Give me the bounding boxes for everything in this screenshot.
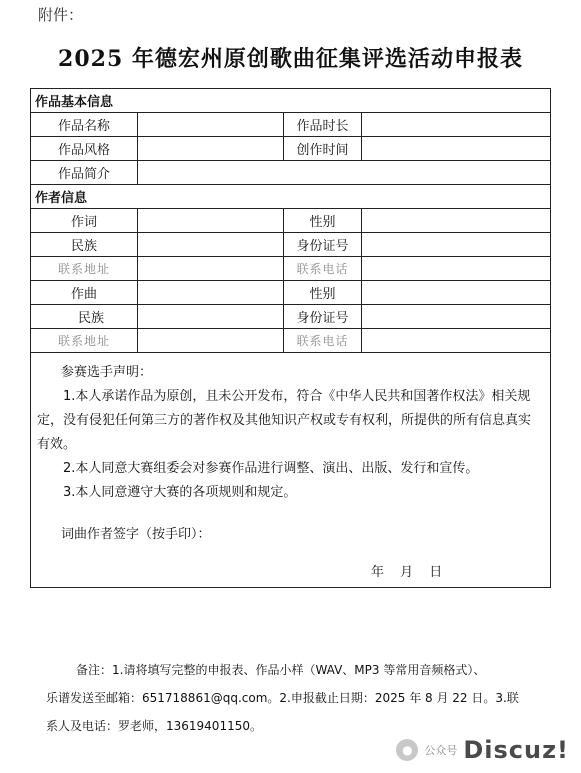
declaration-block (31, 353, 550, 587)
label-composer-address: 联系地址 (31, 329, 138, 353)
field-composer-address[interactable] (138, 329, 284, 353)
label-creation-time: 创作时间 (284, 137, 362, 161)
label-composer: 作曲 (31, 281, 138, 305)
field-work-name[interactable] (138, 113, 284, 137)
field-lyricist-id[interactable] (362, 233, 551, 257)
watermark-brand: Discuz! (463, 736, 569, 764)
label-work-duration: 作品时长 (284, 113, 362, 137)
notes-line: 系人及电话：罗老师，13619401150。 (46, 719, 262, 733)
label-lyricist-ethnicity: 民族 (31, 233, 138, 257)
wechat-icon: ● (396, 739, 418, 761)
field-work-style[interactable] (138, 137, 284, 161)
field-lyricist-phone[interactable] (362, 257, 551, 281)
field-lyricist-ethnicity[interactable] (138, 233, 284, 257)
notes-line: 乐谱发送至邮箱：651718861@qq.com。2.申报截止日期：2025 年 8 月 22 日。3.联 (46, 691, 519, 705)
date-label: 年 月 日 (371, 565, 443, 580)
label-composer-phone: 联系电话 (284, 329, 362, 353)
signature-label: 词曲作者签字（按手印）： (61, 527, 211, 542)
label-lyricist-gender: 性别 (284, 209, 362, 233)
label-composer-gender: 性别 (284, 281, 362, 305)
page-title: 2025 年德宏州原创歌曲征集评选活动申报表 (58, 46, 523, 72)
field-creation-time[interactable] (362, 137, 551, 161)
field-work-intro[interactable] (138, 161, 551, 185)
declaration-body (37, 385, 542, 505)
field-work-duration[interactable] (362, 113, 551, 137)
watermark-small-text: 公众号 (424, 744, 458, 757)
label-work-name: 作品名称 (31, 113, 138, 137)
label-work-style: 作品风格 (31, 137, 138, 161)
declaration-item: 3.本人同意遵守大赛的各项规则和规定。 (63, 485, 297, 500)
notes-block (46, 656, 546, 740)
field-composer-id[interactable] (362, 305, 551, 329)
field-lyricist-gender[interactable] (362, 209, 551, 233)
field-lyricist-address[interactable] (138, 257, 284, 281)
watermark (396, 732, 569, 768)
declaration-title: 参赛选手声明： (61, 365, 153, 380)
section-work-info: 作品基本信息 (31, 89, 551, 113)
application-form-table (30, 88, 551, 588)
declaration-cell (31, 353, 551, 588)
attachment-label: 附件： (38, 6, 84, 24)
label-lyricist-id: 身份证号 (284, 233, 362, 257)
declaration-item: 1.本人承诺作品为原创，且未公开发布，符合《中华人民共和国著作权法》相关规定，没有侵犯任何第三方的著作权及其他知识产权或专有权利，所提供的所有信息真实有效。 (37, 389, 532, 452)
field-lyricist[interactable] (138, 209, 284, 233)
label-composer-id: 身份证号 (284, 305, 362, 329)
label-lyricist: 作词 (31, 209, 138, 233)
field-composer-phone[interactable] (362, 329, 551, 353)
field-composer-ethnicity[interactable] (138, 305, 284, 329)
section-author-info: 作者信息 (31, 185, 551, 209)
label-lyricist-address: 联系地址 (31, 257, 138, 281)
field-composer-gender[interactable] (362, 281, 551, 305)
declaration-item: 2.本人同意大赛组委会对参赛作品进行调整、演出、出版、发行和宣传。 (63, 461, 479, 476)
field-composer[interactable] (138, 281, 284, 305)
label-work-intro: 作品简介 (31, 161, 138, 185)
label-composer-ethnicity: 民族 (31, 305, 138, 329)
label-lyricist-phone: 联系电话 (284, 257, 362, 281)
notes-line: 备注：1.请将填写完整的申报表、作品小样（WAV、MP3 等常用音频格式）、 (76, 663, 486, 677)
